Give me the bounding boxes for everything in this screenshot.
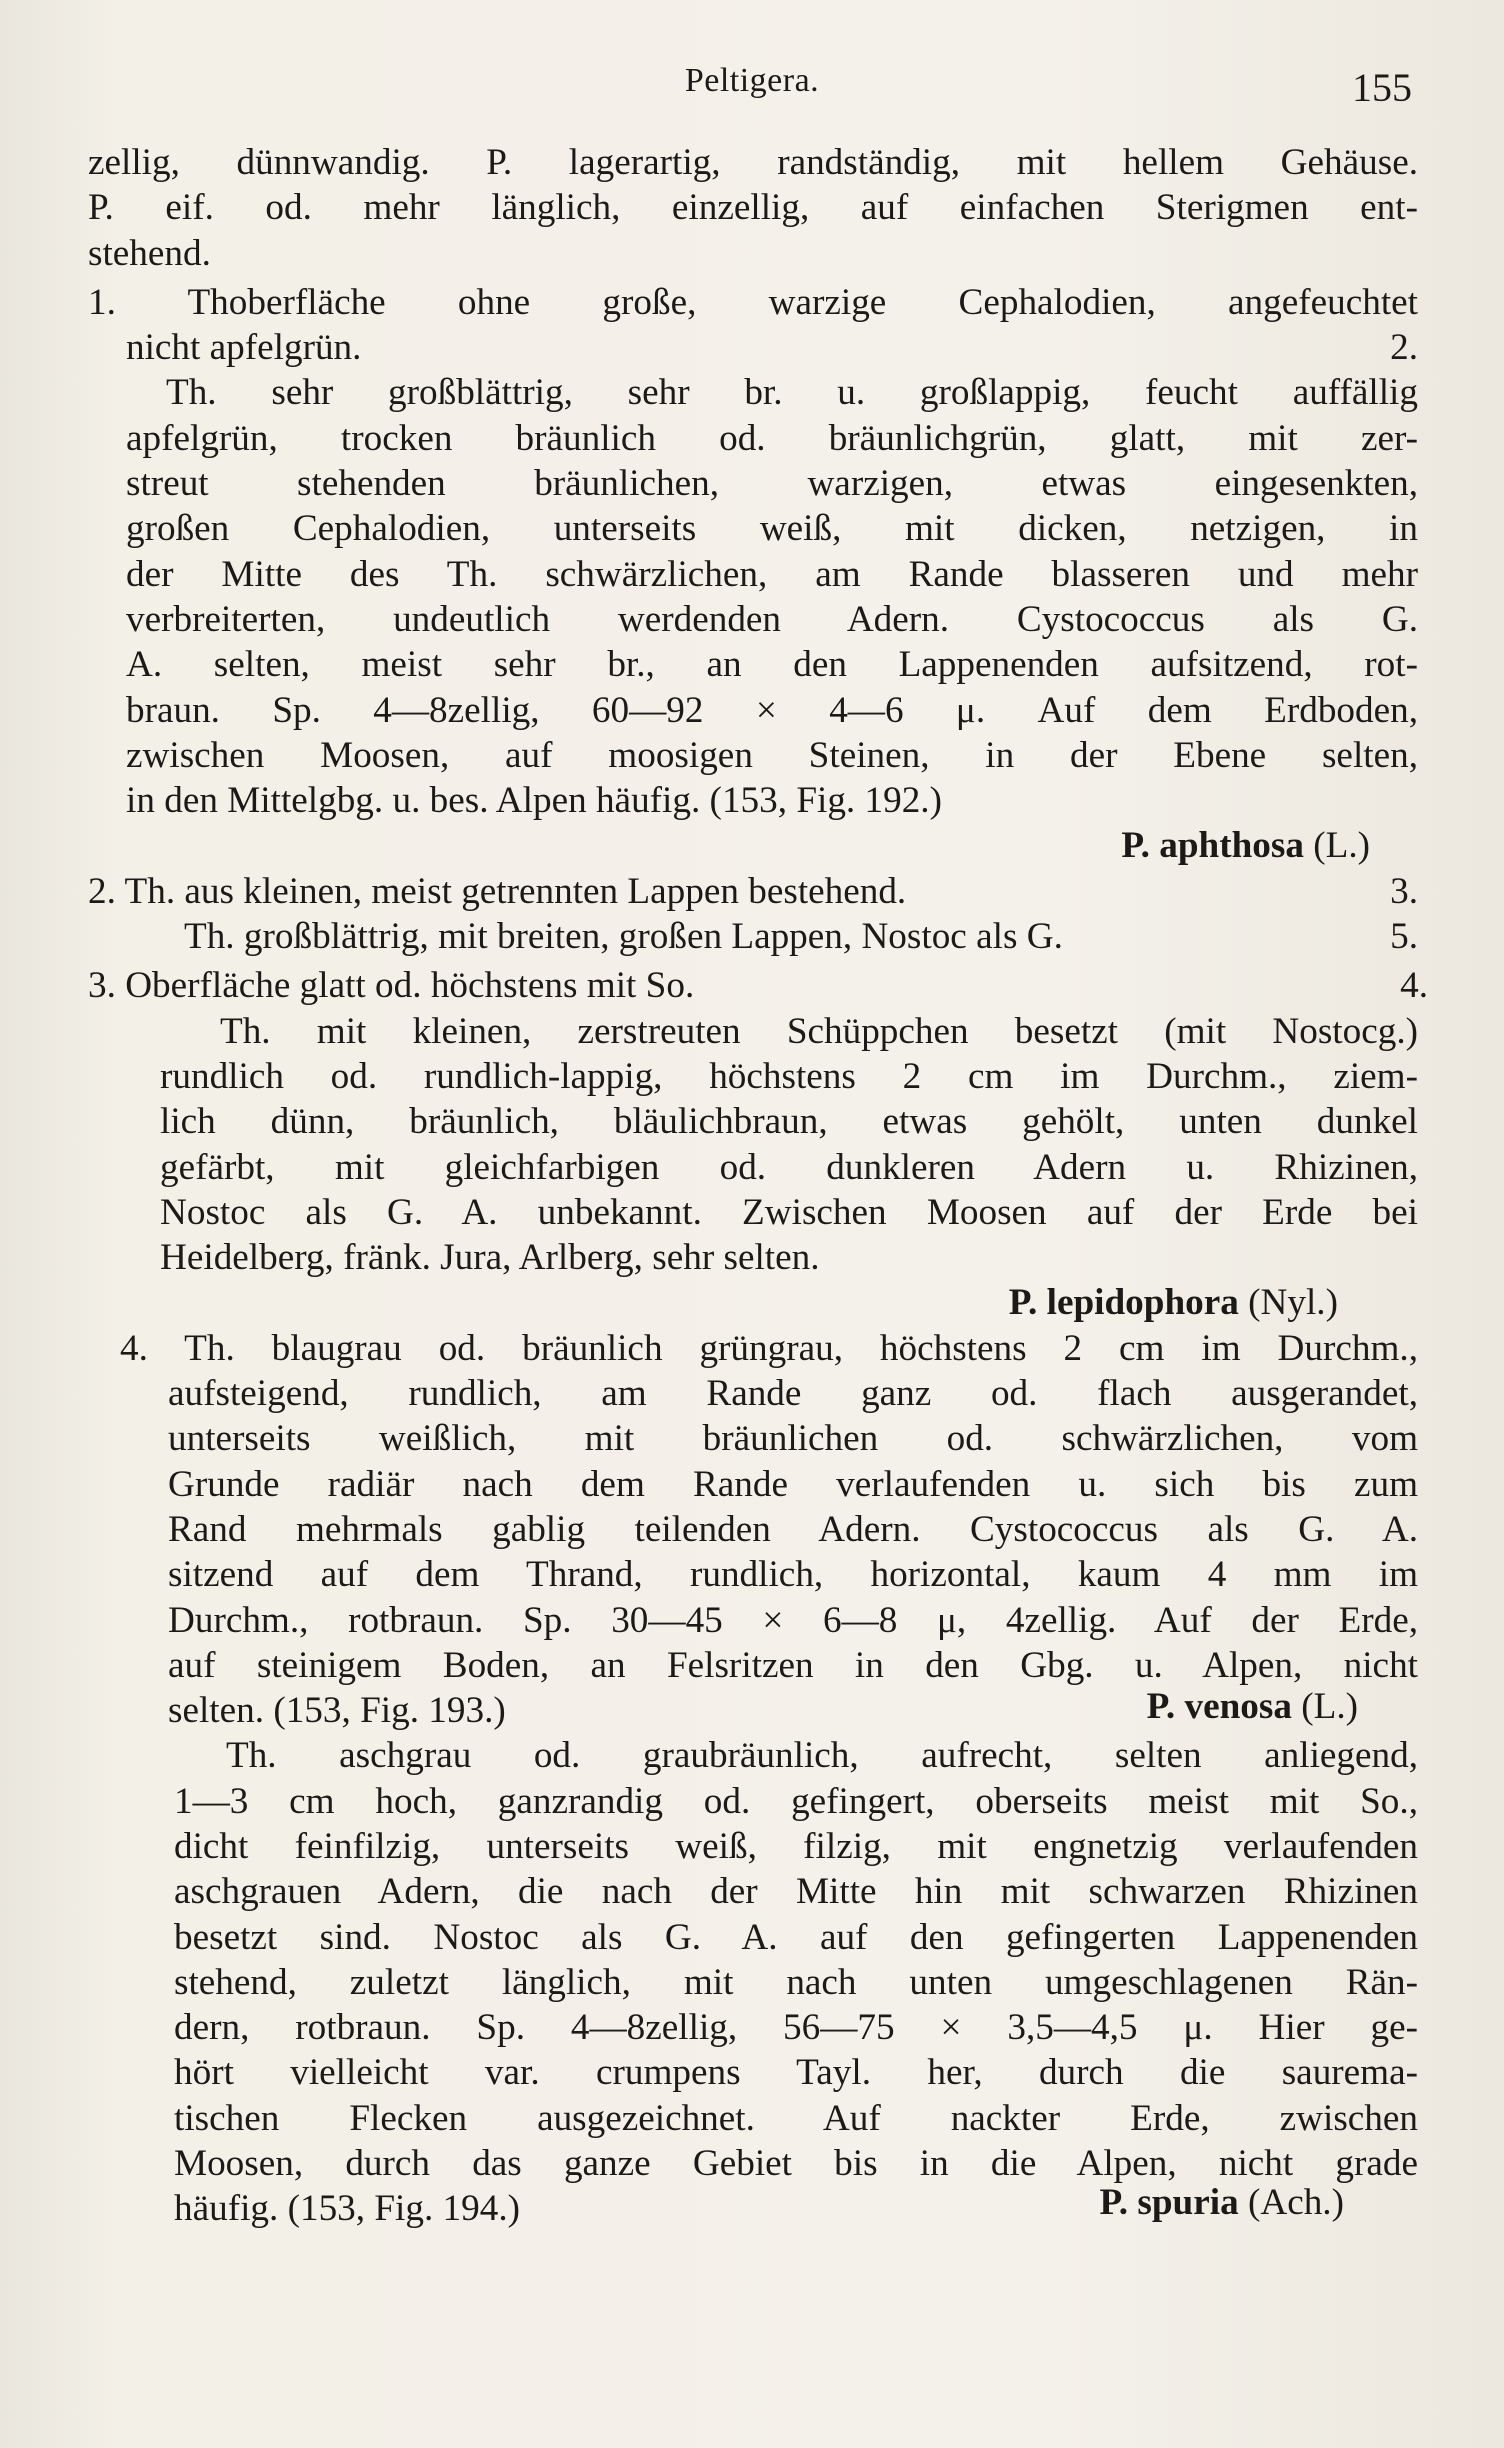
text-line: Nostoc als G. A. unbekannt. Zwischen Moosen auf der Erde bei	[160, 1191, 1418, 1233]
text-line: zellig, dünnwandig. P. lagerartig, randständig, mit hellem Gehäuse.	[88, 142, 1418, 183]
key-reference: 2.	[1390, 327, 1418, 369]
species-name-line	[88, 2182, 1418, 2231]
text-line: selten. (153, Fig. 193.)	[168, 1690, 506, 1732]
text-line: aschgrauen Adern, die nach der Mitte hin mit schwarzen Rhizinen	[174, 1871, 1418, 1913]
text-line: apfelgrün, trocken bräunlich od. bräunlichgrün, glatt, mit zer-	[126, 417, 1418, 459]
text-line: der Mitte des Th. schwärzlichen, am Rande blasseren und mehr	[126, 553, 1418, 595]
species-label	[1147, 1684, 1358, 1729]
key-line	[88, 325, 1418, 370]
species-name: P. lepidophora	[1008, 1282, 1239, 1324]
text-line: aufsteigend, rundlich, am Rande ganz od. flach ausgerandet,	[168, 1373, 1418, 1415]
species-name-line	[88, 1280, 1418, 1325]
text-line: unterseits weißlich, mit bräunlichen od. schwärzlichen, vom	[168, 1418, 1418, 1460]
text-line: Th. mit kleinen, zerstreuten Schüppchen besetzt (mit Nostocg.)	[220, 1010, 1418, 1052]
text-line: A. selten, meist sehr br., an den Lappenenden aufsitzend, rot-	[126, 644, 1418, 686]
species-name-line	[88, 1688, 1418, 1733]
text-line: Grunde radiär nach dem Rande verlaufenden u. sich bis zum	[168, 1463, 1418, 1505]
key-line	[88, 914, 1418, 959]
species-name: P. venosa	[1146, 1686, 1292, 1728]
text-line: streut stehenden bräunlichen, warzigen, etwas eingesenkten,	[126, 463, 1418, 505]
text-line: verbreiterten, undeutlich werdenden Adern. Cystococcus als G.	[126, 598, 1418, 640]
text-line: 1—3 cm hoch, ganzrandig od. gefingert, oberseits meist mit So.,	[174, 1780, 1418, 1822]
text-line: Th. sehr großblättrig, sehr br. u. großlappig, feucht auffällig	[166, 372, 1418, 414]
key-reference: 3.	[1390, 870, 1418, 912]
key-text: 2. Th. aus kleinen, meist getrennten Lappen bestehend.	[88, 870, 907, 912]
species-author: (L.)	[1301, 1686, 1358, 1728]
key-reference: 5.	[1390, 916, 1418, 958]
text-line: dicht feinfilzig, unterseits weiß, filzig, mit engnetzig verlaufenden	[174, 1825, 1418, 1867]
species-name: P. aphthosa	[1121, 825, 1304, 867]
text-line: stehend, zuletzt länglich, mit nach unten umgeschlagenen Rän-	[174, 1961, 1418, 2003]
text-line: Durchm., rotbraun. Sp. 30—45 × 6—8 μ, 4zellig. Auf der Erde,	[168, 1599, 1418, 1641]
text-line: Rand mehrmals gablig teilenden Adern. Cystococcus als G. A.	[168, 1508, 1418, 1550]
species-author: (L.)	[1313, 825, 1370, 867]
text-line: P. eif. od. mehr länglich, einzellig, auf einfachen Sterigmen ent-	[88, 187, 1418, 229]
key-text: 3. Oberfläche glatt od. höchstens mit So.	[88, 965, 695, 1007]
key-text: nicht apfelgrün.	[126, 327, 362, 369]
text-line: stehend.	[88, 232, 211, 274]
text-line: sitzend auf dem Thrand, rundlich, horizontal, kaum 4 mm im	[168, 1554, 1418, 1596]
text-line: 4. Th. blaugrau od. bräunlich grüngrau, höchstens 2 cm im Durchm.,	[120, 1327, 1418, 1369]
running-head	[0, 60, 1504, 120]
text-line: rundlich od. rundlich-lappig, höchstens 2 cm im Durchm., ziem-	[160, 1055, 1418, 1097]
species-author: (Nyl.)	[1248, 1282, 1338, 1324]
text-line: besetzt sind. Nostoc als G. A. auf den gefingerten Lappenenden	[174, 1916, 1418, 1958]
text-line: Heidelberg, fränk. Jura, Arlberg, sehr selten.	[160, 1237, 820, 1279]
text-line: gefärbt, mit gleichfarbigen od. dunkleren Adern u. Rhizinen,	[160, 1146, 1418, 1188]
page-body	[88, 140, 1428, 2232]
page-number: 155	[1352, 65, 1412, 110]
text-line: häufig. (153, Fig. 194.)	[174, 2188, 521, 2230]
key-line: 1. Thoberfläche ohne große, warzige Cephalodien, angefeuchtet	[88, 281, 1418, 323]
text-line: hört vielleicht var. crumpens Tayl. her, durch die saurema-	[174, 2052, 1418, 2094]
key-reference: 4.	[1400, 965, 1428, 1007]
species-author: (Ach.)	[1247, 2182, 1344, 2224]
text-line: großen Cephalodien, unterseits weiß, mit dicken, netzigen, in	[126, 508, 1418, 550]
text-line: tischen Flecken ausgezeichnet. Auf nackter Erde, zwischen	[174, 2097, 1418, 2139]
text-line: dern, rotbraun. Sp. 4—8zellig, 56—75 × 3,5—4,5 μ. Hier ge-	[174, 2007, 1418, 2049]
text-line: braun. Sp. 4—8zellig, 60—92 × 4—6 μ. Auf dem Erdboden,	[126, 689, 1418, 731]
text-line: in den Mittelgbg. u. bes. Alpen häufig. (153, Fig. 192.)	[126, 780, 942, 822]
text-line: Moosen, durch das ganze Gebiet bis in die Alpen, nicht grade	[174, 2143, 1418, 2185]
text-line: auf steinigem Boden, an Felsritzen in den Gbg. u. Alpen, nicht	[168, 1644, 1418, 1686]
key-text: Th. großblättrig, mit breiten, großen Lappen, Nostoc als G.	[184, 916, 1063, 958]
text-line: lich dünn, bräunlich, bläulichbraun, etwas gehölt, unten dunkel	[160, 1101, 1418, 1143]
key-line	[88, 963, 1428, 1008]
text-line: Th. aschgrau od. graubräunlich, aufrecht, selten anliegend,	[226, 1735, 1418, 1777]
species-name-line	[88, 823, 1418, 868]
text-line: zwischen Moosen, auf moosigen Steinen, in der Ebene selten,	[126, 734, 1418, 776]
running-title: Peltigera.	[684, 62, 820, 99]
species-label	[1100, 2180, 1345, 2225]
species-name: P. spuria	[1099, 2182, 1239, 2224]
key-line	[88, 869, 1418, 914]
